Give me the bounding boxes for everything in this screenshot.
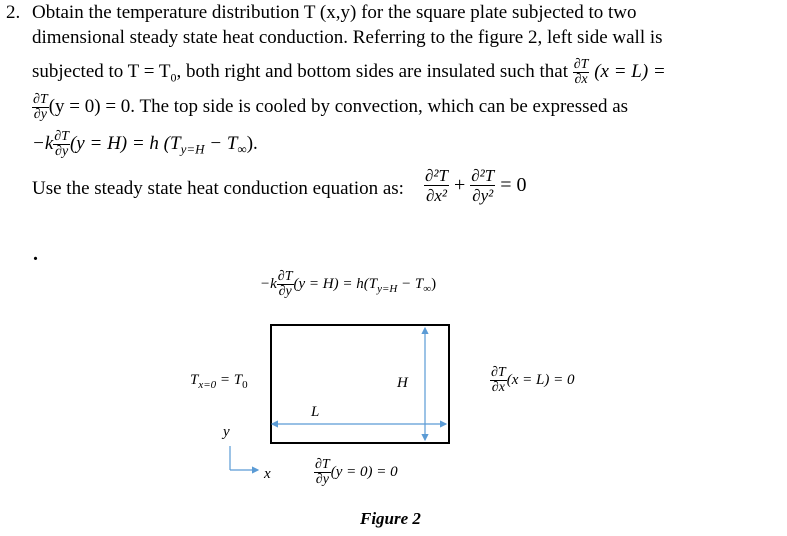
problem-line-2: dimensional steady state heat conduction. Referring to the figure 2, left side wall is [32,27,663,48]
line5-text-c: − T [204,132,238,154]
line3-sub: 0 [170,70,177,85]
line5-text-d: ). [246,132,258,154]
fraction-dT-dx: $\frac{\partial T}{\partial x}$ [573,57,589,87]
line5-sub: y=H [180,141,205,157]
axis-label-y: y [223,424,230,440]
bottom-bc-text: (y = 0) = 0 [330,463,398,480]
label-H: H [397,375,408,391]
label-L: L [311,404,320,420]
top-bc-sub: y=H [377,282,398,295]
fraction-dT-dy-2: $\frac{\partial T}{\partial y}$ [54,129,69,159]
equation-rhs: = 0 [500,174,527,196]
problem-number: 2. [6,2,21,23]
left-bc-text-b: = T [216,372,243,388]
line5-text-b: (y = H) = h (T [69,132,181,154]
problem-line-6: Use the steady state heat conduction equation as: [32,178,404,199]
equation-plus: + [453,174,466,196]
fraction-dT-dy: $\frac{\partial T}{\partial y}$ [33,92,48,122]
bottom-boundary-condition [314,458,398,487]
axis-label-x: x [264,466,271,482]
right-bc-text: (x = L) = 0 [506,371,575,388]
figure-caption: Figure 2 [360,509,421,528]
bottom-bc-fraction: $\frac{\partial T}{\partial y}$ [315,457,330,487]
fraction-d2T-dy2: $\frac{\text{∂²T}}{\text{∂y²}}$ [471,166,495,205]
fraction-d2T-dx2: $\frac{\text{∂²T}}{\text{∂x²}}$ [425,166,448,205]
line3-text-a: subjected to T = T [32,60,171,82]
left-bc-sub-2: 0 [242,379,248,391]
bullet-dot: . [33,243,38,265]
left-bc-sub: x=0 [198,379,217,391]
top-bc-text-c: − T [397,275,424,292]
top-bc-fraction: $\frac{\partial T}{\partial y}$ [277,269,293,299]
line3-text-b: , both right and bottom sides are insulated such that [176,60,568,82]
top-bc-text-b: (y = H) = h(T [293,275,378,292]
line4-text: (y = 0) = 0. The top side is cooled by convection, which can be expressed as [48,95,629,117]
top-bc-text-a: −k [260,275,277,292]
line5-sub-2: ∞ [237,141,247,157]
right-bc-fraction: $\frac{\partial T}{\partial x}$ [491,365,506,395]
right-boundary-condition [490,366,574,395]
left-boundary-condition [190,372,248,391]
left-bc-text-a: T [190,372,199,388]
line3-text-c: (x = L) = [594,60,666,82]
top-bc-text-d: ) [431,275,437,292]
line5-text-a: −k [32,132,54,154]
problem-line-1: Obtain the temperature distribution T (x,y) for the square plate subjected to two [32,2,637,23]
top-bc-sub-2: ∞ [423,282,432,295]
